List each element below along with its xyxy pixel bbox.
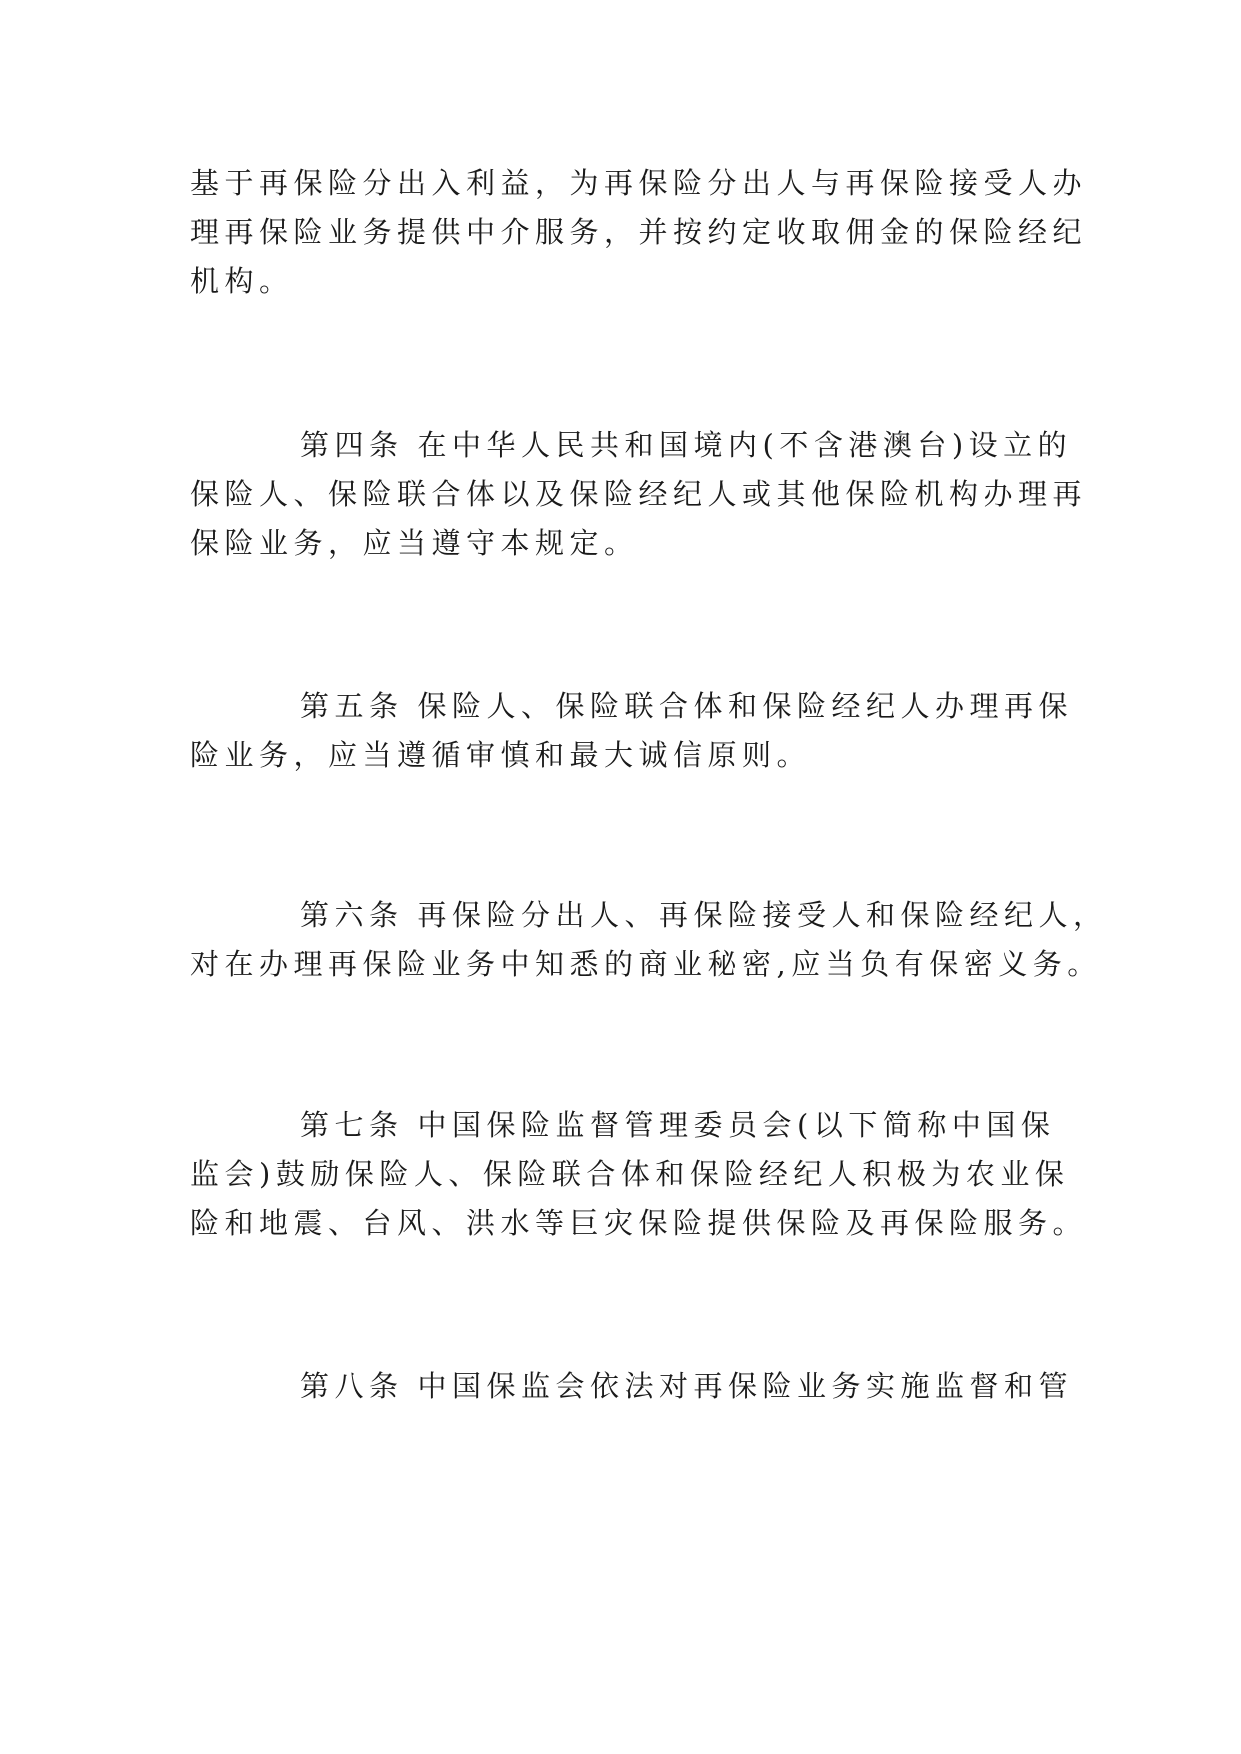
text-line: 基于再保险分出入利益，为再保险分出人与再保险接受人办	[190, 166, 1088, 200]
text-line: 中国保监会依法对再保险业务实施监督和管	[417, 1369, 1074, 1403]
text-line: 险和地震、台风、洪水等巨灾保险提供保险及再保险服务。	[190, 1206, 1088, 1240]
article-first-line	[300, 686, 1074, 726]
text-line: 在中华人民共和国境内(不含港澳台)设立的	[417, 428, 1073, 462]
text-line: 对在办理再保险业务中知悉的商业秘密,应当负有保密义务。	[190, 947, 1102, 981]
text-line: 再保险分出人、再保险接受人和保险经纪人，	[417, 898, 1108, 932]
article-first-line	[300, 895, 1108, 935]
text-line: 险业务，应当遵循审慎和最大诚信原则。	[190, 738, 812, 772]
article-number: 第五条	[300, 689, 404, 723]
article-number: 第六条	[300, 898, 404, 932]
text-line: 保险人、保险联合体以及保险经纪人或其他保险机构办理再	[190, 477, 1088, 511]
article-first-line	[300, 1366, 1074, 1406]
article-number: 第四条	[300, 428, 404, 462]
article-number: 第八条	[300, 1369, 404, 1403]
article-first-line	[300, 1105, 1060, 1145]
text-line: 理再保险业务提供中介服务，并按约定收取佣金的保险经纪	[190, 215, 1088, 249]
text-line: 保险业务，应当遵守本规定。	[190, 526, 639, 560]
article-first-line	[300, 425, 1073, 465]
text-line: 监会)鼓励保险人、保险联合体和保险经纪人积极为农业保	[190, 1157, 1070, 1191]
text-line: 保险人、保险联合体和保险经纪人办理再保	[417, 689, 1074, 723]
text-line: 机构。	[190, 264, 294, 298]
text-line: 中国保险监督管理委员会(以下简称中国保	[417, 1108, 1056, 1142]
article-number: 第七条	[300, 1108, 404, 1142]
